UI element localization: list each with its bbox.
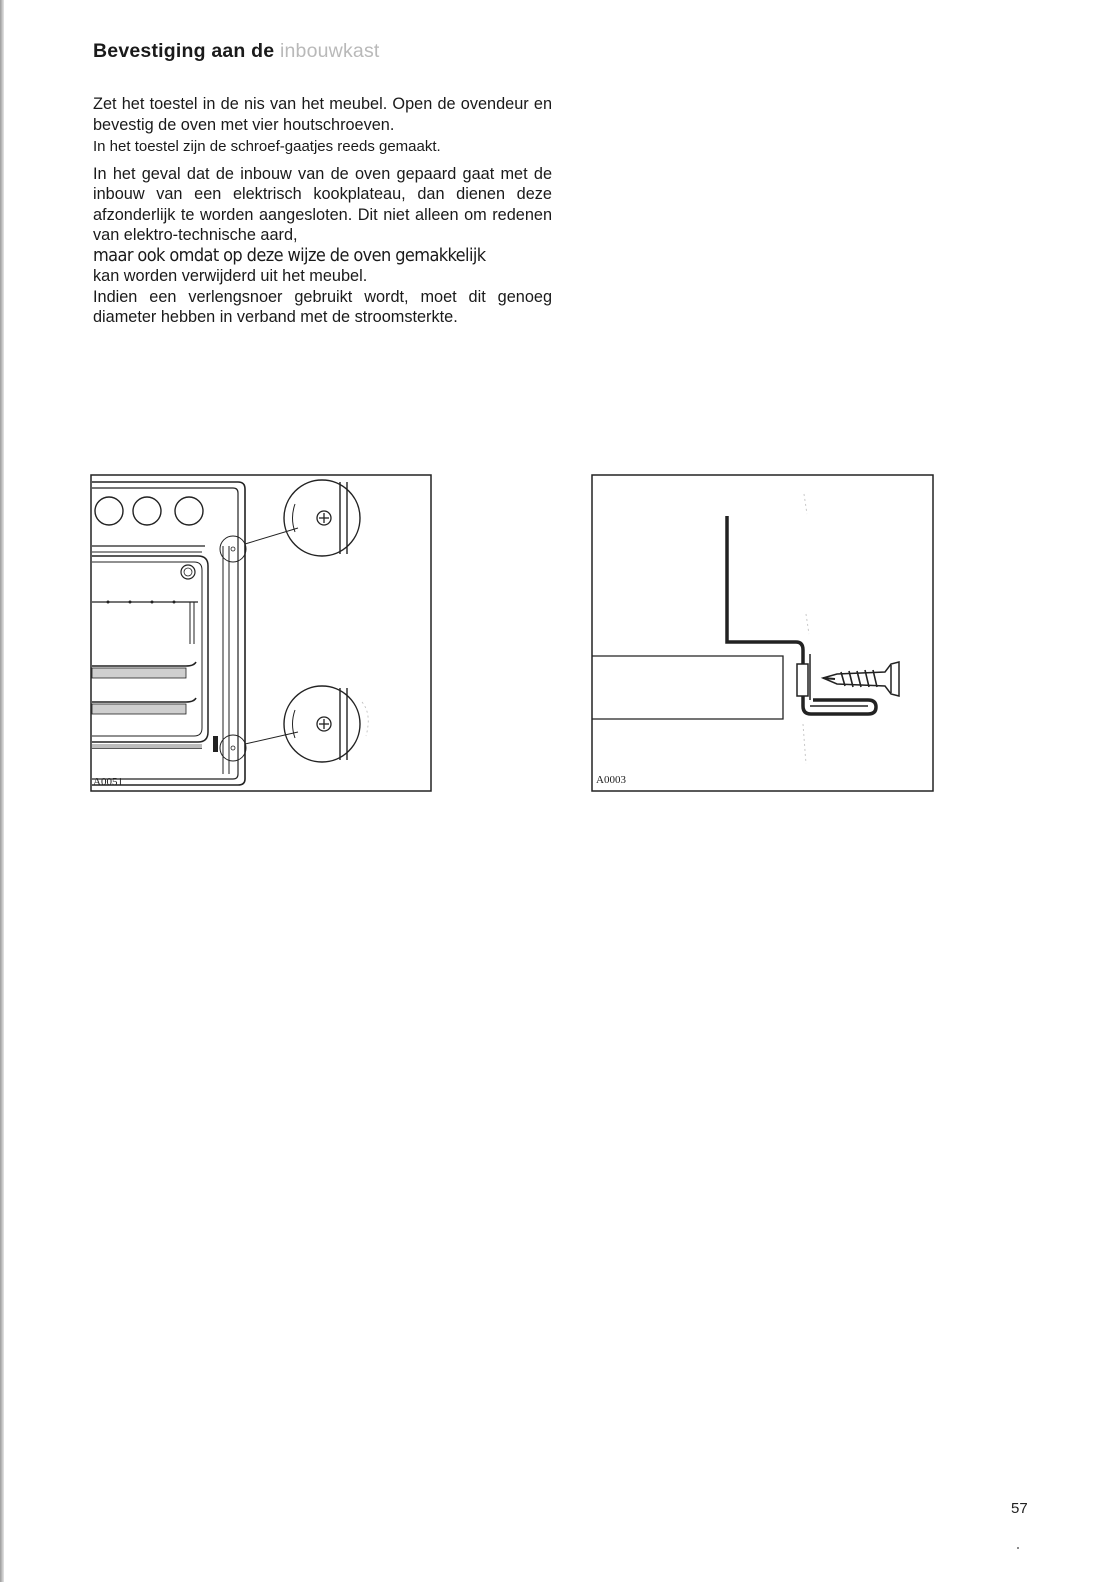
paragraph-hob: In het geval dat de inbouw van de oven gepaard gaat met de inbouw van een elektrisch kookplateau, dan dienen deze afzonderlijk te worden aangesloten. Dit niet alleen om redenen van elektro-technische aard, (93, 164, 552, 244)
page-number: 57 (1011, 1500, 1028, 1517)
scan-edge (0, 0, 4, 1582)
oven-front-fixing-screws-illustration (90, 474, 432, 792)
paragraph-screw-holes: In het toestel zijn de schroef-gaatjes reeds gemaakt. (93, 138, 441, 155)
figure-code-a0003: A0003 (596, 774, 626, 786)
paragraph-extension-cord: Indien een verlengsnoer gebruikt wordt, moet dit genoeg diameter hebben in verband met de stroomsterkte. (93, 287, 552, 326)
page-title (93, 40, 380, 63)
paragraph-removal: maar ook omdat op deze wijze de oven gemakkelijk (93, 244, 486, 266)
scan-speck (1017, 1547, 1019, 1549)
figure-screw-detail (591, 474, 934, 792)
side-bracket-wood-screw-illustration (591, 474, 934, 792)
title-bold: Bevestiging aan de (93, 40, 275, 62)
paragraph-removal-end: kan worden verwijderd uit het meubel. (93, 267, 368, 285)
figure-oven-front (90, 474, 432, 792)
figure-code-a0051: A0051 (93, 776, 123, 788)
paragraph-mounting: Zet het toestel in de nis van het meubel. Open de ovendeur en bevestig de oven met vier houtschroeven. (93, 95, 552, 134)
title-faded: inbouwkast (279, 40, 380, 62)
body-text (93, 94, 552, 328)
